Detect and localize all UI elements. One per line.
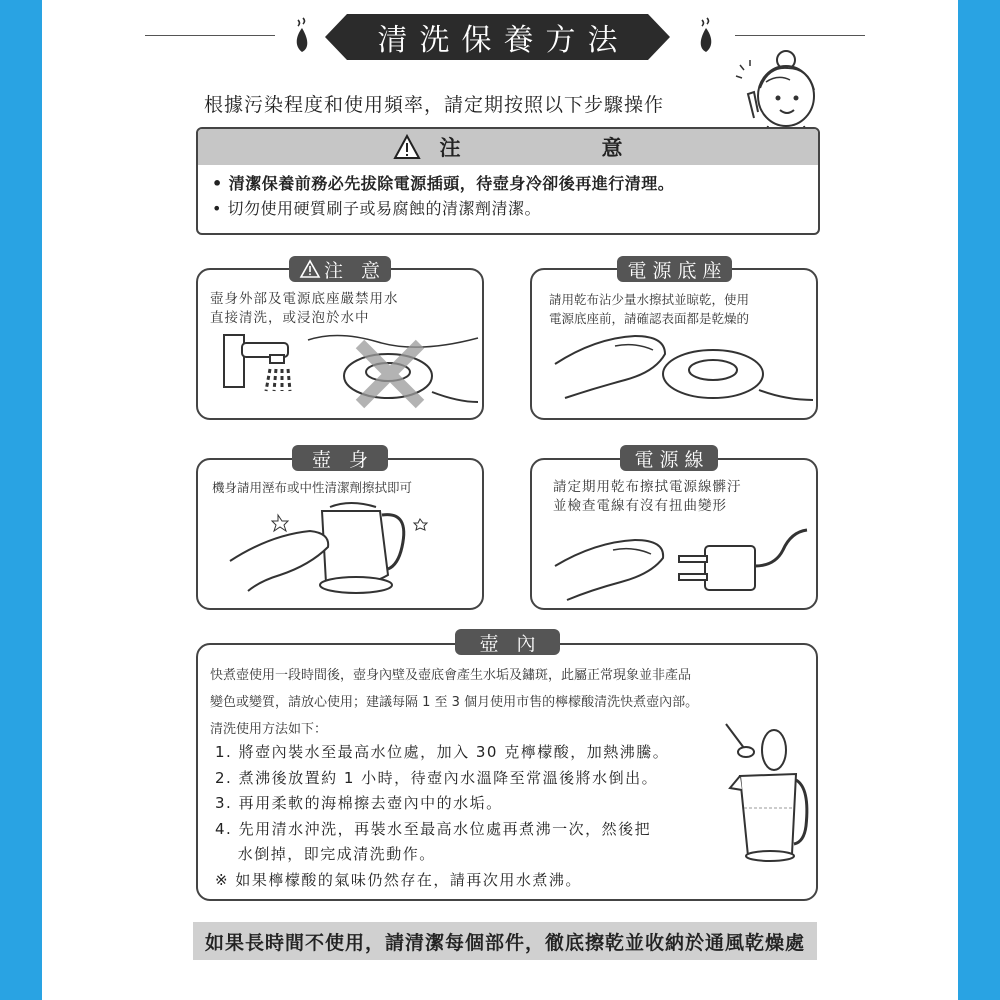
tag-caution	[289, 256, 391, 282]
step-item: 3. 再用柔軟的海棉擦去壺內中的水垢。	[215, 794, 503, 812]
notice-heading	[198, 129, 818, 165]
steam-drop-icon	[288, 16, 318, 56]
tag-kettle-body	[292, 445, 388, 471]
intro-text: 根據污染程度和使用頻率，請定期按照以下步驟操作	[204, 94, 665, 116]
card-caution-line: 直接清洗，或浸泡於水中	[210, 310, 370, 326]
warning-triangle-icon	[394, 135, 420, 159]
step-item: 水倒掉，即完成清洗動作。	[215, 845, 436, 863]
card-power-base-line: 請用乾布沾少量水擦拭並晾乾，使用	[549, 292, 750, 307]
notice-item: • 切勿使用硬質刷子或易腐蝕的清潔劑清潔。	[212, 199, 542, 218]
warning-triangle-icon	[300, 260, 320, 278]
footer-note: 如果長時間不使用，請清潔每個部件，徹底擦乾並收納於通風乾燥處	[193, 922, 817, 960]
notice-item: • 清潔保養前務必先拔除電源插頭，待壺身冷卻後再進行清理。	[212, 174, 675, 193]
faucet-illustration	[220, 325, 310, 395]
inside-steps	[215, 740, 669, 893]
notice-heading-text: 注 意	[439, 136, 683, 160]
steam-drop-icon	[690, 16, 720, 56]
card-power-cord-line: 並檢查電線有沒有扭曲變形	[553, 498, 727, 514]
card-power-cord-line: 請定期用乾布擦拭電源線髒汙	[553, 479, 742, 495]
card-caution-line: 壺身外部及電源底座嚴禁用水	[210, 291, 399, 307]
base-under-water-illustration	[308, 330, 483, 415]
step-item: 1. 將壺內裝水至最高水位處，加入 30 克檸檬酸，加熱沸騰。	[215, 743, 670, 761]
card-caution-text	[210, 290, 399, 328]
step-item: 4. 先用清水沖洗，再裝水至最高水位處再煮沸一次，然後把	[215, 819, 652, 838]
left-side-bar	[0, 0, 42, 1000]
card-power-base-text	[549, 290, 749, 328]
tag-kettle-body-label: 壺 身	[311, 448, 375, 471]
tag-power-cord-label: 電源線	[634, 448, 710, 471]
title-rule-left	[145, 35, 275, 36]
tag-power-base	[617, 256, 732, 282]
step-item: 2. 煮沸後放置約 1 小時，待壺內水溫降至常溫後將水倒出。	[215, 768, 659, 787]
card-kettle-body-line: 機身請用溼布或中性清潔劑擦拭即可	[212, 480, 413, 495]
hand-wiping-plug-illustration	[555, 520, 810, 608]
notice-box	[196, 127, 820, 235]
right-side-bar	[958, 0, 1000, 1000]
tag-kettle-inside	[455, 629, 560, 655]
tag-caution-label: 注 意	[323, 259, 387, 282]
title-banner	[325, 14, 670, 60]
inside-paragraph-line: 清洗使用方法如下：	[210, 722, 328, 737]
hand-wiping-base-illustration	[555, 328, 815, 416]
inside-paragraph	[210, 662, 698, 743]
tag-kettle-inside-label: 壺 內	[479, 632, 542, 655]
card-power-cord-text	[553, 478, 742, 516]
inside-paragraph-line: 變色或變質，請放心使用；建議每隔 1 至 3 個月使用市售的檸檬酸清洗快煮壺內部。	[210, 695, 699, 710]
inside-paragraph-line: 快煮壺使用一段時間後，壺身內壁及壺底會產生水垢及鏽斑，此屬正常現象並非產品	[210, 668, 692, 683]
step-item: ※ 如果檸檬酸的氣味仍然存在，請再次用水煮沸。	[215, 870, 582, 889]
title-rule-right	[735, 35, 865, 36]
hand-wiping-kettle-illustration	[230, 495, 460, 605]
glass-kettle-spoon-illustration	[712, 718, 812, 868]
page-title: 清洗保養方法	[377, 23, 630, 58]
tag-power-base-label: 電源底座	[627, 259, 728, 282]
card-power-base-line: 電源底座前，請確認表面都是乾燥的	[549, 311, 750, 326]
tag-power-cord	[620, 445, 718, 471]
